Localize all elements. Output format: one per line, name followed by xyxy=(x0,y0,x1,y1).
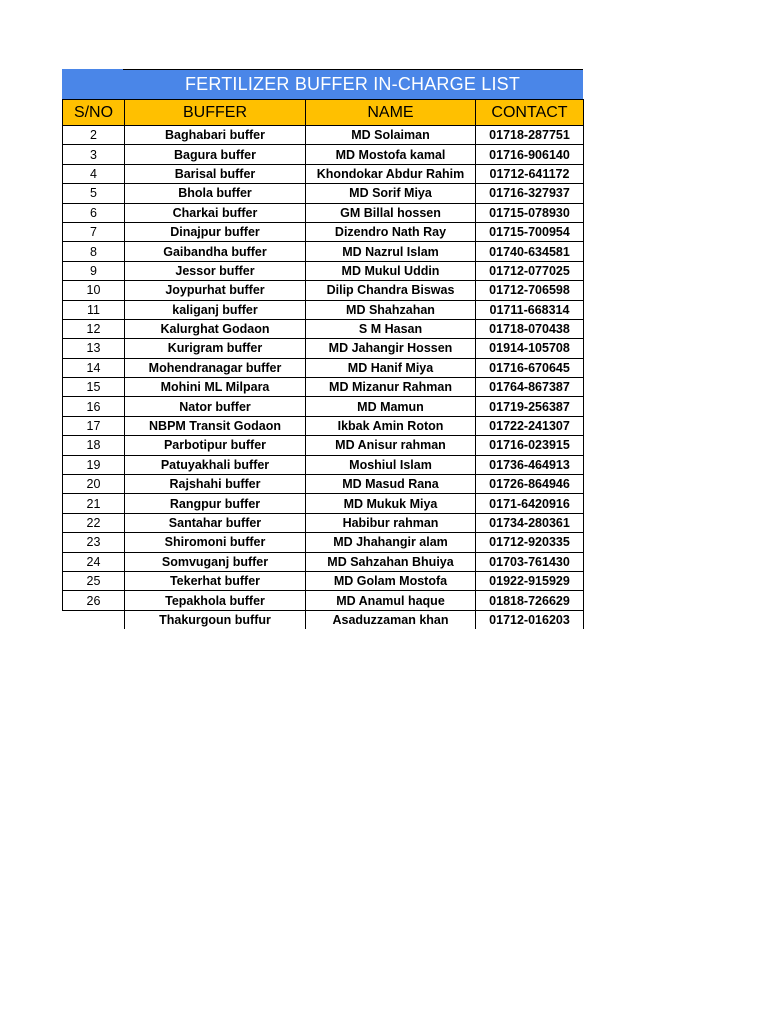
cell-name: MD Nazrul Islam xyxy=(306,242,476,261)
table-row xyxy=(63,145,584,164)
cell-contact: 01764-867387 xyxy=(476,378,584,397)
page-title: FERTILIZER BUFFER IN-CHARGE LIST xyxy=(184,74,521,94)
cell-contact: 01922-915929 xyxy=(476,571,584,590)
cell-contact: 01736-464913 xyxy=(476,455,584,474)
cell-sno xyxy=(63,610,125,629)
cell-name: Habibur rahman xyxy=(306,513,476,532)
cell-sno: 8 xyxy=(63,242,125,261)
table-row xyxy=(63,475,584,494)
cell-buffer: Thakurgoun buffur xyxy=(125,610,306,629)
cell-name: MD Mostofa kamal xyxy=(306,145,476,164)
cell-sno: 20 xyxy=(63,475,125,494)
cell-name: MD Mizanur Rahman xyxy=(306,378,476,397)
cell-contact: 01712-920335 xyxy=(476,533,584,552)
cell-contact: 01722-241307 xyxy=(476,416,584,435)
header-row xyxy=(63,100,584,126)
table-body xyxy=(63,126,584,630)
cell-buffer: Baghabari buffer xyxy=(125,126,306,145)
cell-buffer: Bhola buffer xyxy=(125,184,306,203)
cell-buffer: Tepakhola buffer xyxy=(125,591,306,610)
cell-contact: 0171-6420916 xyxy=(476,494,584,513)
table-row xyxy=(63,339,584,358)
cell-buffer: Joypurhat buffer xyxy=(125,281,306,300)
cell-buffer: Shiromoni buffer xyxy=(125,533,306,552)
cell-name: MD Anisur rahman xyxy=(306,436,476,455)
cell-contact: 01726-864946 xyxy=(476,475,584,494)
cell-buffer: Mohendranagar buffer xyxy=(125,358,306,377)
cell-buffer: Kalurghat Godaon xyxy=(125,319,306,338)
cell-contact: 01818-726629 xyxy=(476,591,584,610)
cell-name: MD Anamul haque xyxy=(306,591,476,610)
cell-sno: 21 xyxy=(63,494,125,513)
header-name: NAME xyxy=(306,100,476,126)
table-row xyxy=(63,242,584,261)
table-row xyxy=(63,184,584,203)
cell-sno: 14 xyxy=(63,358,125,377)
table-row xyxy=(63,281,584,300)
cell-name: MD Jhahangir alam xyxy=(306,533,476,552)
cell-sno: 25 xyxy=(63,571,125,590)
table-row xyxy=(63,300,584,319)
cell-sno: 5 xyxy=(63,184,125,203)
title-bar xyxy=(62,69,583,99)
table-row xyxy=(63,358,584,377)
cell-contact: 01914-105708 xyxy=(476,339,584,358)
cell-sno: 24 xyxy=(63,552,125,571)
table-row xyxy=(63,533,584,552)
table-row xyxy=(63,378,584,397)
cell-sno: 9 xyxy=(63,261,125,280)
header-buffer: BUFFER xyxy=(125,100,306,126)
cell-buffer: Nator buffer xyxy=(125,397,306,416)
cell-name: MD Mukuk Miya xyxy=(306,494,476,513)
cell-name: MD Golam Mostofa xyxy=(306,571,476,590)
cell-buffer: Barisal buffer xyxy=(125,164,306,183)
cell-sno: 11 xyxy=(63,300,125,319)
cell-contact: 01716-327937 xyxy=(476,184,584,203)
cell-sno: 2 xyxy=(63,126,125,145)
cell-contact: 01719-256387 xyxy=(476,397,584,416)
cell-buffer: Bagura buffer xyxy=(125,145,306,164)
cell-buffer: Charkai buffer xyxy=(125,203,306,222)
cell-sno: 10 xyxy=(63,281,125,300)
cell-name: S M Hasan xyxy=(306,319,476,338)
cell-sno: 4 xyxy=(63,164,125,183)
cell-contact: 01716-670645 xyxy=(476,358,584,377)
cell-buffer: Rajshahi buffer xyxy=(125,475,306,494)
cell-name: Dilip Chandra Biswas xyxy=(306,281,476,300)
cell-sno: 19 xyxy=(63,455,125,474)
table-row xyxy=(63,571,584,590)
cell-sno: 26 xyxy=(63,591,125,610)
cell-name: GM Billal hossen xyxy=(306,203,476,222)
cell-name: MD Hanif Miya xyxy=(306,358,476,377)
cell-sno: 12 xyxy=(63,319,125,338)
cell-sno: 15 xyxy=(63,378,125,397)
cell-name: MD Sorif Miya xyxy=(306,184,476,203)
table-row xyxy=(63,494,584,513)
cell-buffer: NBPM Transit Godaon xyxy=(125,416,306,435)
cell-sno: 7 xyxy=(63,222,125,241)
cell-contact: 01734-280361 xyxy=(476,513,584,532)
table-row xyxy=(63,397,584,416)
cell-name: Ikbak Amin Roton xyxy=(306,416,476,435)
table-row xyxy=(63,416,584,435)
cell-buffer: Patuyakhali buffer xyxy=(125,455,306,474)
cell-name: Dizendro Nath Ray xyxy=(306,222,476,241)
buffer-table xyxy=(62,99,584,629)
table-row xyxy=(63,610,584,629)
cell-buffer: kaliganj buffer xyxy=(125,300,306,319)
cell-name: MD Shahzahan xyxy=(306,300,476,319)
table-row xyxy=(63,203,584,222)
cell-buffer: Tekerhat buffer xyxy=(125,571,306,590)
cell-name: MD Sahzahan Bhuiya xyxy=(306,552,476,571)
cell-contact: 01711-668314 xyxy=(476,300,584,319)
cell-sno: 3 xyxy=(63,145,125,164)
cell-buffer: Mohini ML Milpara xyxy=(125,378,306,397)
cell-contact: 01712-077025 xyxy=(476,261,584,280)
cell-buffer: Kurigram buffer xyxy=(125,339,306,358)
cell-name: MD Mamun xyxy=(306,397,476,416)
cell-buffer: Parbotipur buffer xyxy=(125,436,306,455)
table-row xyxy=(63,513,584,532)
cell-name: MD Mukul Uddin xyxy=(306,261,476,280)
table-row xyxy=(63,552,584,571)
cell-buffer: Gaibandha buffer xyxy=(125,242,306,261)
header-contact: CONTACT xyxy=(476,100,584,126)
cell-sno: 13 xyxy=(63,339,125,358)
table-row xyxy=(63,591,584,610)
cell-name: MD Masud Rana xyxy=(306,475,476,494)
cell-contact: 01715-078930 xyxy=(476,203,584,222)
cell-contact: 01712-706598 xyxy=(476,281,584,300)
cell-contact: 01718-287751 xyxy=(476,126,584,145)
cell-contact: 01715-700954 xyxy=(476,222,584,241)
table-row xyxy=(63,436,584,455)
cell-sno: 6 xyxy=(63,203,125,222)
table-row xyxy=(63,164,584,183)
table-row xyxy=(63,222,584,241)
cell-contact: 01740-634581 xyxy=(476,242,584,261)
cell-contact: 01718-070438 xyxy=(476,319,584,338)
table-row xyxy=(63,261,584,280)
cell-buffer: Somvuganj buffer xyxy=(125,552,306,571)
cell-sno: 18 xyxy=(63,436,125,455)
cell-buffer: Dinajpur buffer xyxy=(125,222,306,241)
cell-sno: 23 xyxy=(63,533,125,552)
header-sno: S/NO xyxy=(63,100,125,126)
cell-sno: 16 xyxy=(63,397,125,416)
cell-name: Khondokar Abdur Rahim xyxy=(306,164,476,183)
table-row xyxy=(63,319,584,338)
cell-name: Asaduzzaman khan xyxy=(306,610,476,629)
cell-sno: 17 xyxy=(63,416,125,435)
cell-buffer: Santahar buffer xyxy=(125,513,306,532)
cell-contact: 01716-906140 xyxy=(476,145,584,164)
cell-sno: 22 xyxy=(63,513,125,532)
cell-name: MD Jahangir Hossen xyxy=(306,339,476,358)
spreadsheet xyxy=(62,69,583,629)
cell-buffer: Rangpur buffer xyxy=(125,494,306,513)
cell-contact: 01703-761430 xyxy=(476,552,584,571)
cell-contact: 01712-641172 xyxy=(476,164,584,183)
cell-name: MD Solaiman xyxy=(306,126,476,145)
cell-buffer: Jessor buffer xyxy=(125,261,306,280)
cell-name: Moshiul Islam xyxy=(306,455,476,474)
cell-contact: 01716-023915 xyxy=(476,436,584,455)
table-row xyxy=(63,455,584,474)
cell-contact: 01712-016203 xyxy=(476,610,584,629)
table-row xyxy=(63,126,584,145)
